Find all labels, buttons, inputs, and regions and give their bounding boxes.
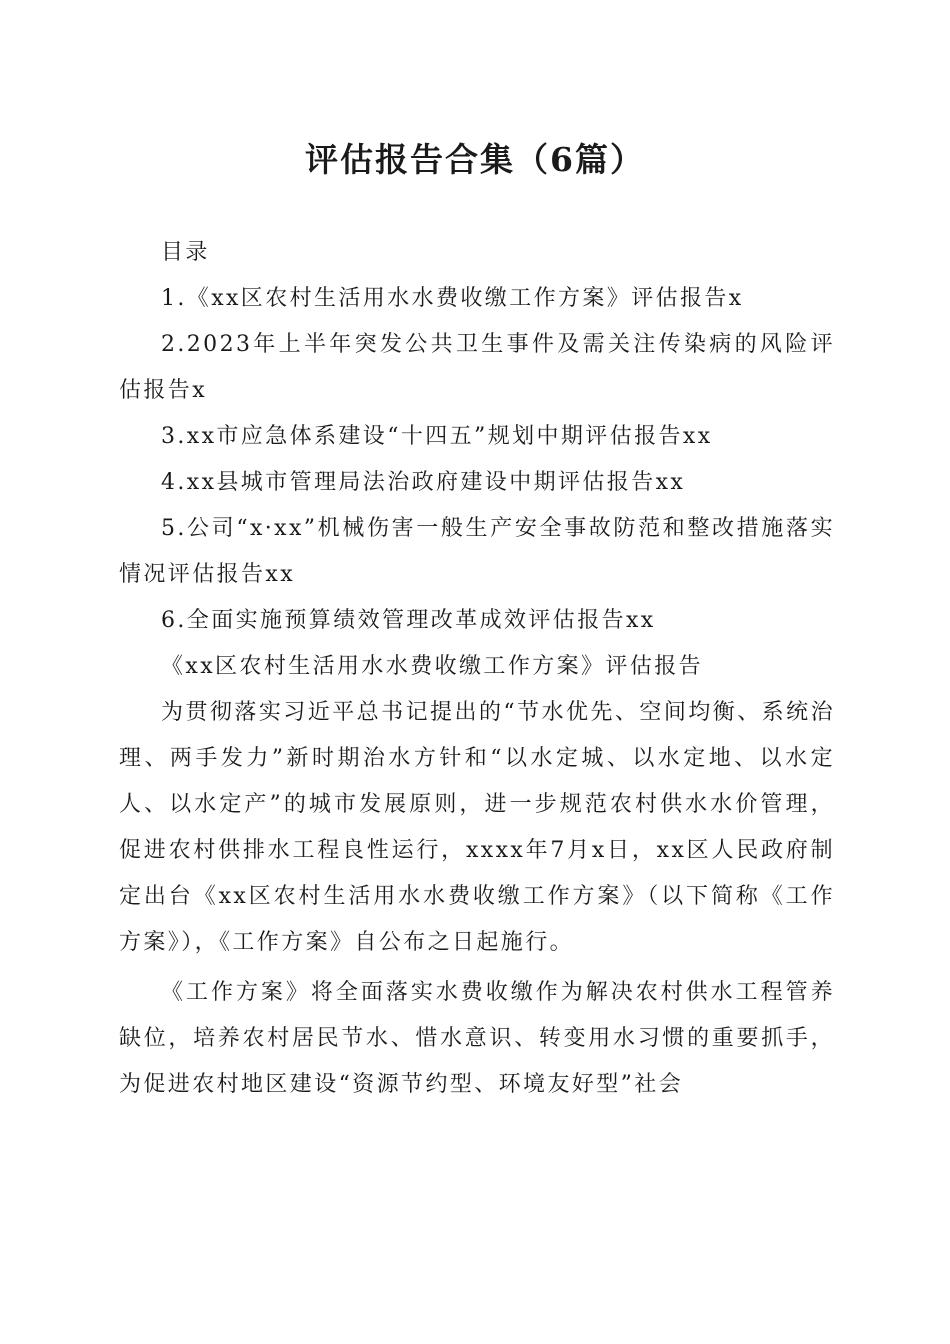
body-paragraph: 为贯彻落实习近平总书记提出的“节水优先、空间均衡、系统治理、两手发力”新时期治水方针和“以水定城、以水定地、以水定人、以水定产”的城市发展原则，进一步规范农村供水水价管理，促进农村供排水工程良性运行，xxxx年7月x日，xx区人民政府制定出台《xx区农村生活用水水费收缴工作方案》（以下简称《工作方案》），《工作方案》自公布之日起施行。 bbox=[119, 700, 835, 955]
toc-item: 6.全面实施预算绩效管理改革成效评估报告xx bbox=[161, 608, 656, 633]
toc-item: 4.xx县城市管理局法治政府建设中期评估报告xx bbox=[161, 470, 686, 495]
document-body bbox=[119, 230, 835, 1108]
section-title: 《xx区农村生活用水水费收缴工作方案》评估报告 bbox=[161, 654, 704, 679]
table-of-contents bbox=[119, 230, 835, 644]
toc-item: 3.xx市应急体系建设“十四五”规划中期评估报告xx bbox=[161, 424, 713, 449]
toc-item: 2.2023年上半年突发公共卫生事件及需关注传染病的风险评估报告x bbox=[119, 332, 835, 403]
toc-item: 5.公司“x·xx”机械伤害一般生产安全事故防范和整改措施落实情况评估报告xx bbox=[119, 516, 835, 587]
document-title: 评估报告合集（6篇） bbox=[305, 140, 645, 179]
body-paragraph: 《工作方案》将全面落实水费收缴作为解决农村供水工程管养缺位，培养农村居民节水、惜水意识、转变用水习惯的重要抓手，为促进农村地区建设“资源节约型、环境友好型”社会 bbox=[119, 980, 835, 1097]
toc-heading: 目录 bbox=[161, 240, 210, 265]
toc-item: 1.《xx区农村生活用水水费收缴工作方案》评估报告x bbox=[161, 286, 744, 311]
